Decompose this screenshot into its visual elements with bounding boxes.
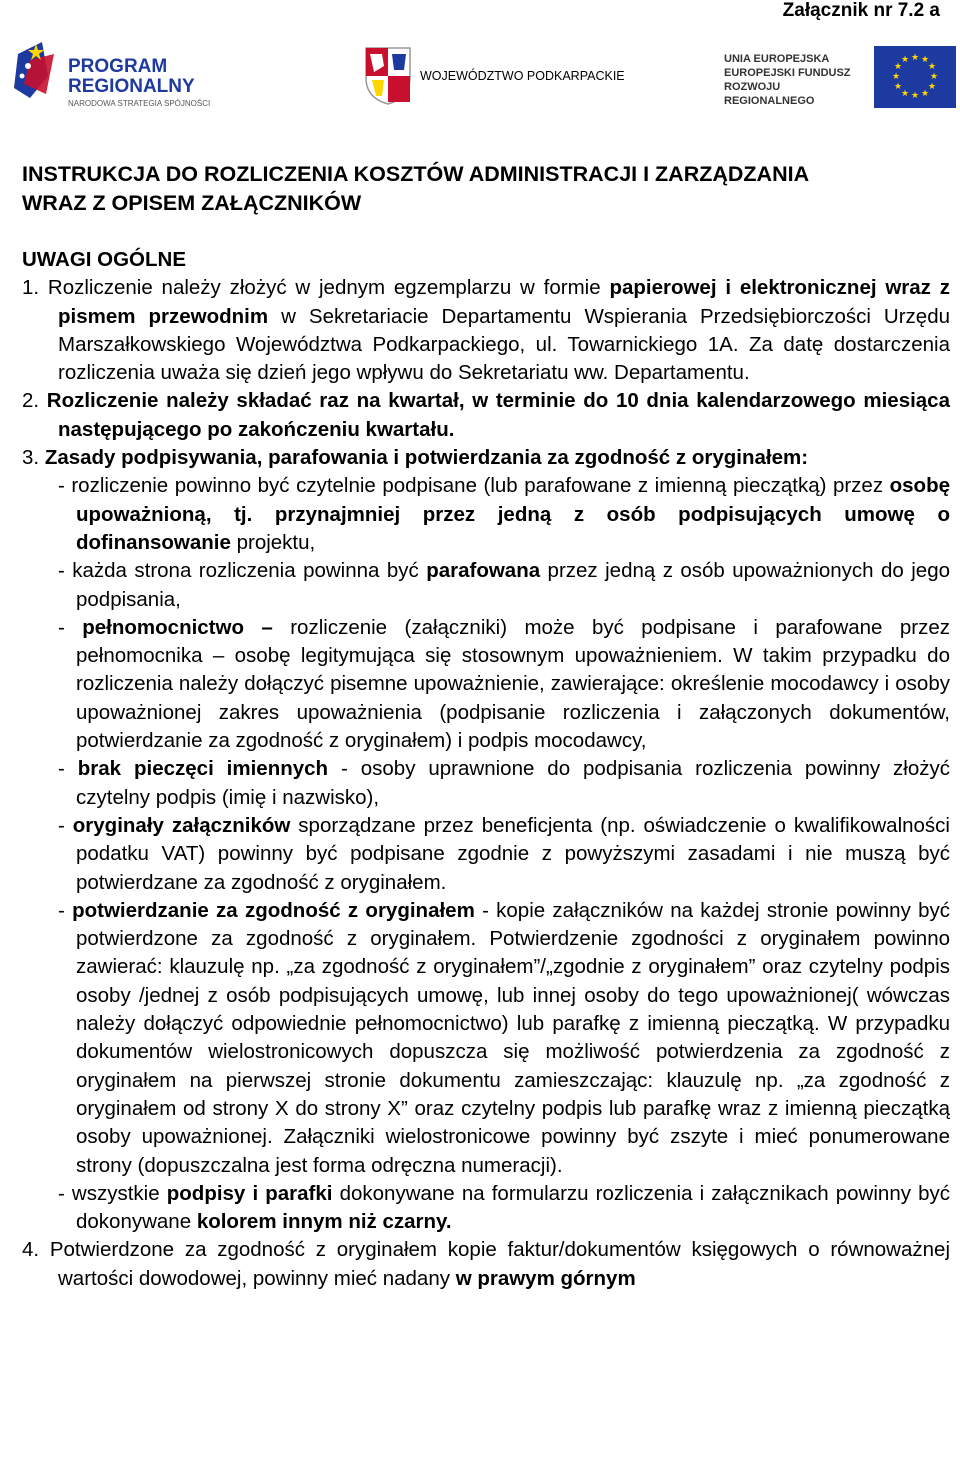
point-4: 4. Potwierdzone za zgodność z oryginałem kopie faktur/dokumentów księgowych o równoważnej wartości dowodowej, powinny mieć nadany w prawym górnym xyxy=(22,1238,950,1290)
rule-certification: - potwierdzanie za zgodność z oryginałem - kopie załączników na każdej stronie powinny być potwierdzone za zgodność z oryginałem. Potwierdzenie zgodności z oryginałem powinno zawierać: klauzulę np. „za zgodność z oryginałem”/„zgodnie z oryginałem” oraz czytelny podpis osoby /jednej z osób podpisujących umowę, lub innej osoby do tego upoważnionej( wówczas należy dołączyć odpowiednie pełnomocnictwo) lub parafkę z imienną pieczątką. W przypadku dokumentów wielostronicowych dopuszcza się możliwość potwierdzenia za zgodność z oryginałem na pierwszej stronie dokumentu zamieszczając: klauzulę np. „za zgodność z oryginałem od strony X do strony X” oraz czytelny podpis lub parafkę wraz z imienną pieczątką osoby upoważnionej. Załączniki wielostronicowe powinny być zszyte i mieć ponumerowane strony (dopuszczalna jest forma odręczna numeracji). xyxy=(58,898,950,1177)
voivodeship-crest-icon xyxy=(362,44,414,106)
point-2: 2. Rozliczenie należy składać raz na kwartał, w terminie do 10 dnia kalendarzowego miesiąca następującego po zakończeniu kwartału. xyxy=(22,389,950,441)
svg-text:★: ★ xyxy=(900,55,910,65)
svg-text:★: ★ xyxy=(893,82,903,92)
svg-text:★: ★ xyxy=(900,89,910,99)
program-regionalny-logo xyxy=(10,36,250,116)
rule-no-stamps: - brak pieczęci imiennych - osoby uprawnione do podpisania rozliczenia powinny złożyć czytelny podpis (imię i nazwisko), xyxy=(58,757,950,809)
logo-line1: PROGRAM xyxy=(68,56,168,77)
rule-power-of-attorney: - pełnomocnictwo – rozliczenie (załączniki) może być podpisane i parafowane przez pełnomocnika – osobę legitymująca się stosownym upoważnieniem. W takim przypadku do rozliczenia należy dołączyć pisemne upoważnienie, zawierające: określenie mocodawcy i osoby upoważnionej zakres upoważnienia (podpisanie rozliczenia i załączonych dokumentów, potwierdzanie za zgodność z oryginałem) i podpis mocodawcy, xyxy=(58,615,951,753)
eu-line3: ROZWOJU REGIONALNEGO xyxy=(724,81,815,107)
rule-ink-color: - wszystkie podpisy i parafki dokonywane na formularzu rozliczenia i załącznikach powinny być dokonywane kolorem innym niż czarny. xyxy=(58,1181,950,1234)
rule-original-attachments: - oryginały załączników sporządzane przez beneficjenta (np. oświadczenie o kwalifikowalności podatku VAT) powinny być podpisane zgodnie z powyższymi zasadami i nie muszą być potwierdzane za zgodność z oryginałem. xyxy=(58,813,950,894)
svg-text:★: ★ xyxy=(927,82,937,92)
eu-line2: EUROPEJSKI FUNDUSZ xyxy=(724,67,851,79)
rule-initialing: - każda strona rozliczenia powinna być parafowana przez jedną z osób upoważnionych do jego podpisania, xyxy=(58,559,950,611)
svg-text:★: ★ xyxy=(893,62,903,72)
svg-text:★: ★ xyxy=(910,91,920,101)
document-title xyxy=(22,160,952,218)
document-body xyxy=(22,246,950,1293)
logo-line2: REGIONALNY xyxy=(68,76,195,97)
svg-text:★: ★ xyxy=(920,89,930,99)
svg-text:★: ★ xyxy=(910,53,920,63)
title-line2: WRAZ Z OPISEM ZAŁĄCZNIKÓW xyxy=(22,191,362,215)
rule-signing: - rozliczenie powinno być czytelnie podpisane (lub parafowane z imienną pieczątką) przez osobę upoważnioną, tj. przynajmniej przez jedną z osób podpisujących umowę o dofinansowanie projektu, xyxy=(58,474,950,554)
section-heading: UWAGI OGÓLNE xyxy=(22,248,186,271)
point-3: 3. Zasady podpisywania, parafowania i potwierdzania za zgodność z oryginałem: xyxy=(22,446,809,470)
svg-text:★: ★ xyxy=(891,72,901,82)
logo-line3: NARODOWA STRATEGIA SPÓJNOŚCI xyxy=(68,99,211,108)
eu-line1: UNIA EUROPEJSKA xyxy=(724,53,830,65)
logo-header xyxy=(0,30,960,120)
attachment-number: Załącznik nr 7.2 a xyxy=(782,0,940,21)
svg-text:★: ★ xyxy=(929,72,939,82)
title-line1: INSTRUKCJA DO ROZLICZENIA KOSZTÓW ADMINISTRACJI I ZARZĄDZANIA xyxy=(22,162,810,186)
voivodeship-name: WOJEWÓDZTWO PODKARPACKIE xyxy=(420,69,625,83)
eu-fund-text xyxy=(724,52,870,108)
svg-text:★: ★ xyxy=(920,55,930,65)
point-1: 1. Rozliczenie należy złożyć w jednym egzemplarzu w formie papierowej i elektronicznej wraz z pismem przewodnim w Sekretariacie Departamentu Wspierania Przedsiębiorczości Urzędu Marszałkowskiego Województwa Podkarpackiego, ul. Towarnickiego 1A. Za datę dostarczenia rozliczenia uważa się dzień jego wpływu do Sekretariatu ww. Departamentu. xyxy=(22,276,950,385)
eu-flag-icon xyxy=(874,46,956,108)
svg-text:★: ★ xyxy=(927,62,937,72)
